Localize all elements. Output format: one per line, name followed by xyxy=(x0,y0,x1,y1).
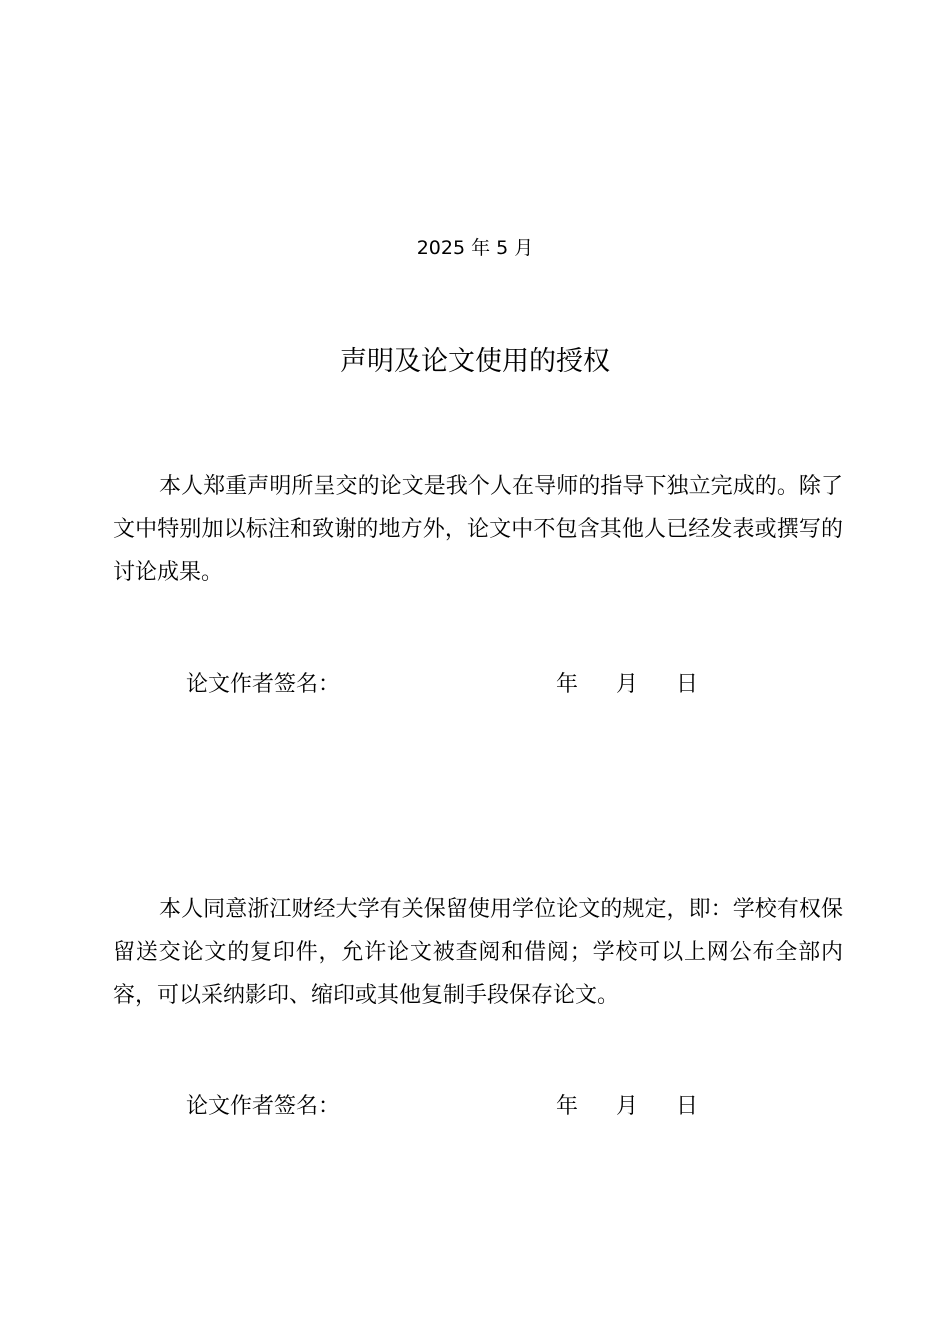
page-title: 声明及论文使用的授权 xyxy=(340,346,610,377)
declaration-signature-line xyxy=(186,669,746,701)
signature-label: 论文作者签名： xyxy=(186,1094,341,1119)
signature-year-label: 年 xyxy=(556,672,579,697)
document-date: 2025 年 5 月 xyxy=(416,237,534,259)
signature-month-label: 月 xyxy=(616,1094,639,1119)
authorization-signature-line xyxy=(186,1091,746,1123)
signature-label: 论文作者签名： xyxy=(186,672,341,697)
declaration-paragraph: 本人郑重声明所呈交的论文是我个人在导师的指导下独立完成的。除了文中特别加以标注和致谢的地方外，论文中不包含其他人已经发表或撰写的讨论成果。 xyxy=(113,474,843,585)
signature-year-label: 年 xyxy=(556,1094,579,1119)
authorization-paragraph: 本人同意浙江财经大学有关保留使用学位论文的规定，即：学校有权保留送交论文的复印件，允许论文被查阅和借阅；学校可以上网公布全部内容，可以采纳影印、缩印或其他复制手段保存论文。 xyxy=(113,897,843,1008)
signature-month-label: 月 xyxy=(616,672,639,697)
signature-day-label: 日 xyxy=(676,672,699,697)
signature-day-label: 日 xyxy=(676,1094,699,1119)
